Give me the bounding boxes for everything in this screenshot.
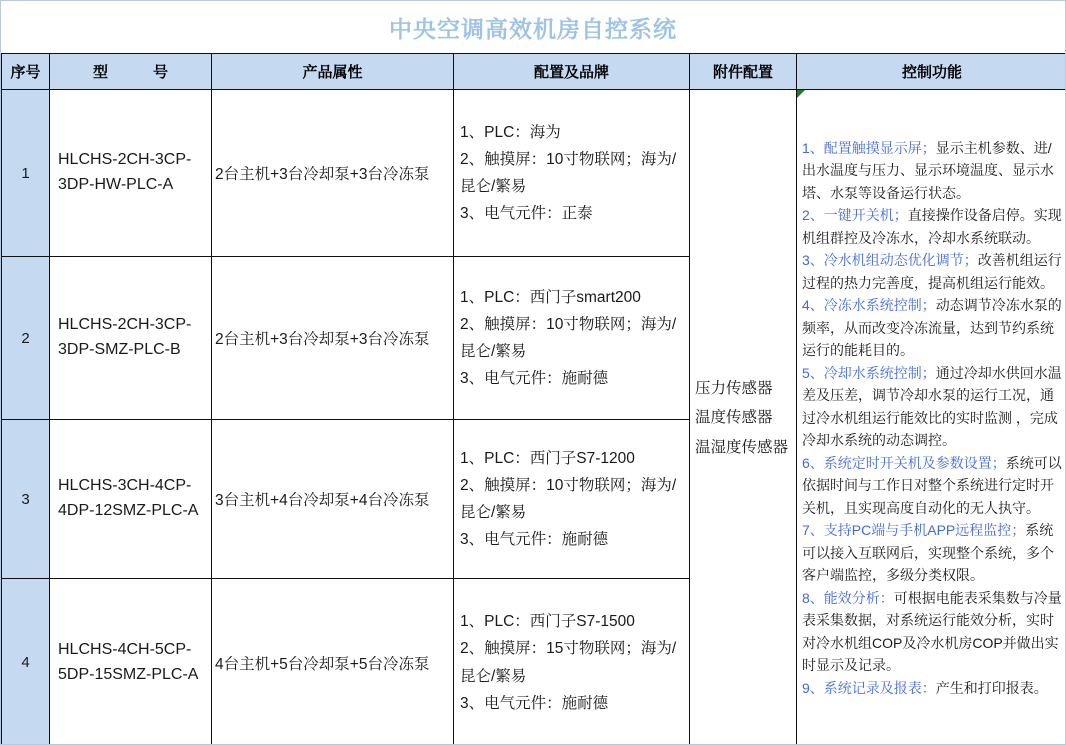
config-line: 2、触摸屏：15寸物联网；海为/昆仑/繁易 [460, 640, 677, 685]
header-attribute: 产品属性 [212, 54, 454, 90]
table-row [2, 90, 1066, 257]
control-item-body: 显示主机参数、进/出水温度与压力、显示环境温度、显示水塔、水泵等设备运行状态。 [802, 139, 1054, 201]
config-line: 1、PLC：西门子smart200 [460, 288, 641, 306]
config-line: 2、触摸屏：10寸物联网；海为/昆仑/繁易 [460, 150, 677, 195]
control-item-lead: 2、一键开关机； [802, 207, 908, 224]
model-line: 3DP-SMZ-PLC-B [58, 341, 181, 358]
control-item [802, 137, 1063, 205]
config-line: 3、电气元件：正泰 [460, 205, 593, 223]
control-item [802, 587, 1063, 677]
control-item-lead: 7、支持PC端与手机APP远程监控； [802, 522, 1026, 539]
control-item-body: 通过冷却水供回水温差及压差，调节冷却水泵的运行工况，通过冷水机组运行能效比的实时监测 ，完成冷却水系统的动态调控。 [802, 364, 1062, 449]
control-item-lead: 4、冷冻水系统控制； [802, 297, 936, 314]
model-number [50, 579, 212, 745]
control-item-body: 产生和打印报表。 [935, 679, 1048, 696]
row-index: 1 [2, 90, 50, 257]
header-control: 控制功能 [797, 54, 1066, 90]
control-item-body: 动态调节冷冻水泵的频率，从而改变冷冻流量，达到节约系统运行的能耗目的。 [802, 297, 1062, 359]
model-number [50, 257, 212, 420]
control-item-lead: 6、系统定时开关机及参数设置； [802, 454, 1006, 471]
control-item-body: 系统可以依据时间与工作日对整个系统进行定时开关机，且实现高度自动化的无人执守。 [802, 454, 1062, 516]
control-item-lead: 5、冷却水系统控制； [802, 364, 936, 381]
control-item-body: 系统可以接入互联网后，实现整个系统，多个客户端监控，多级分类权限。 [802, 522, 1054, 584]
control-item [802, 249, 1063, 294]
config-line: 3、电气元件：施耐德 [460, 531, 609, 549]
config-brand [454, 90, 690, 257]
row-index: 4 [2, 579, 50, 745]
control-item [802, 204, 1063, 249]
config-brand [454, 420, 690, 579]
config-line: 2、触摸屏：10寸物联网；海为/昆仑/繁易 [460, 315, 677, 360]
model-line: HLCHS-3CH-4CP- [58, 477, 192, 495]
model-line: HLCHS-2CH-3CP- [58, 151, 192, 169]
model-line: 4DP-12SMZ-PLC-A [58, 502, 199, 519]
green-corner-flag-icon [797, 90, 805, 98]
control-item [802, 452, 1063, 520]
control-functions-cell [797, 90, 1066, 745]
row-index: 3 [2, 420, 50, 579]
product-attribute: 4台主机+5台冷却泵+5台冷冻泵 [212, 579, 454, 745]
control-item-body: 改善机组运行过程的热力完善度，提高机组运行能效。 [802, 252, 1062, 291]
header-index: 序号 [2, 54, 50, 90]
page-title: 中央空调高效机房自控系统 [389, 15, 677, 42]
control-item-lead: 9、系统记录及报表： [802, 679, 936, 696]
config-brand [454, 257, 690, 420]
control-item-body: 可根据电能表采集数与冷量表采集数据，对系统运行能效分析，实时对冷水机组COP及冷水机房COP并做出实时显示及记录。 [802, 589, 1062, 674]
accessory-config-cell [690, 90, 797, 745]
sheet-title-bar [1, 1, 1065, 53]
config-line: 1、PLC：西门子S7-1500 [460, 613, 635, 631]
config-line: 3、电气元件：施耐德 [460, 370, 609, 388]
row-index: 2 [2, 257, 50, 420]
product-attribute: 2台主机+3台冷却泵+3台冷冻泵 [212, 257, 454, 420]
model-number [50, 90, 212, 257]
model-number [50, 420, 212, 579]
config-line: 1、PLC：西门子S7-1200 [460, 449, 635, 467]
control-item-lead: 3、冷水机组动态优化调节； [802, 252, 978, 269]
model-line: HLCHS-2CH-3CP- [58, 316, 192, 334]
control-item-body: 直接操作设备启停。实现机组群控及冷冻水，冷却水系统联动。 [802, 207, 1062, 246]
config-line: 2、触摸屏：10寸物联网；海为/昆仑/繁易 [460, 476, 677, 521]
control-item [802, 519, 1063, 587]
product-attribute: 3台主机+4台冷却泵+4台冷冻泵 [212, 420, 454, 579]
control-item [802, 677, 1063, 700]
model-line: HLCHS-4CH-5CP- [58, 640, 192, 658]
table-header-row [2, 54, 1066, 90]
header-config: 配置及品牌 [454, 54, 690, 90]
control-item [802, 362, 1063, 452]
header-model: 型 号 [50, 54, 212, 90]
accessory-line: 温度传感器 [695, 409, 773, 427]
config-line: 3、电气元件：施耐德 [460, 694, 609, 712]
header-accessory: 附件配置 [690, 54, 797, 90]
control-item-lead: 8、能效分析： [802, 589, 894, 606]
config-line: 1、PLC：海为 [460, 123, 561, 141]
config-brand [454, 579, 690, 745]
product-attribute: 2台主机+3台冷却泵+3台冷冻泵 [212, 90, 454, 257]
model-line: 5DP-15SMZ-PLC-A [58, 665, 199, 683]
accessory-line: 压力传感器 [695, 379, 773, 397]
product-spec-table [1, 53, 1066, 745]
control-item [802, 294, 1063, 362]
accessory-line: 温湿度传感器 [695, 438, 789, 456]
control-item-lead: 1、配置触摸显示屏； [802, 139, 936, 156]
model-line: 3DP-HW-PLC-A [58, 176, 174, 193]
